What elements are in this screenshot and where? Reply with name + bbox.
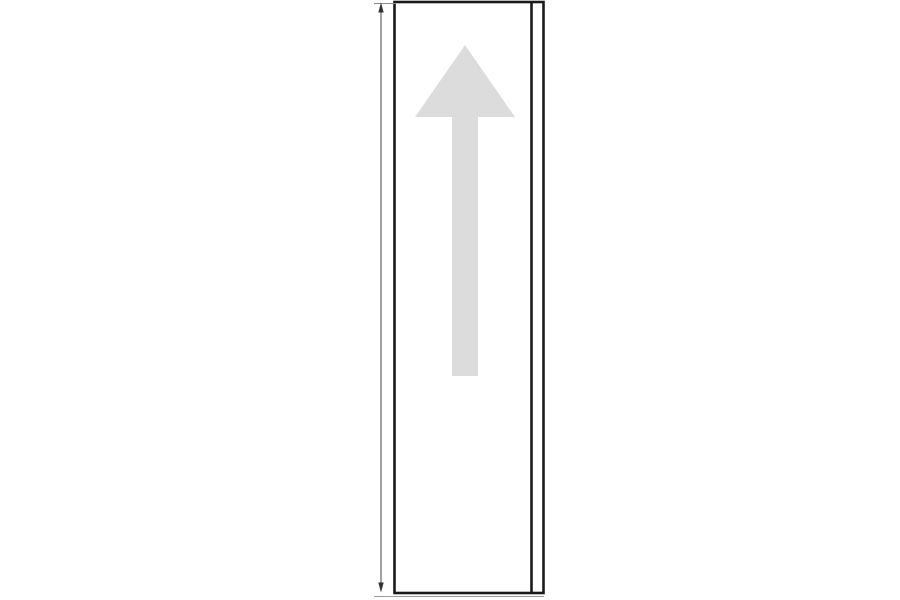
dimension-arrowhead-bottom-icon	[378, 583, 383, 593]
up-arrow-icon	[415, 45, 515, 376]
